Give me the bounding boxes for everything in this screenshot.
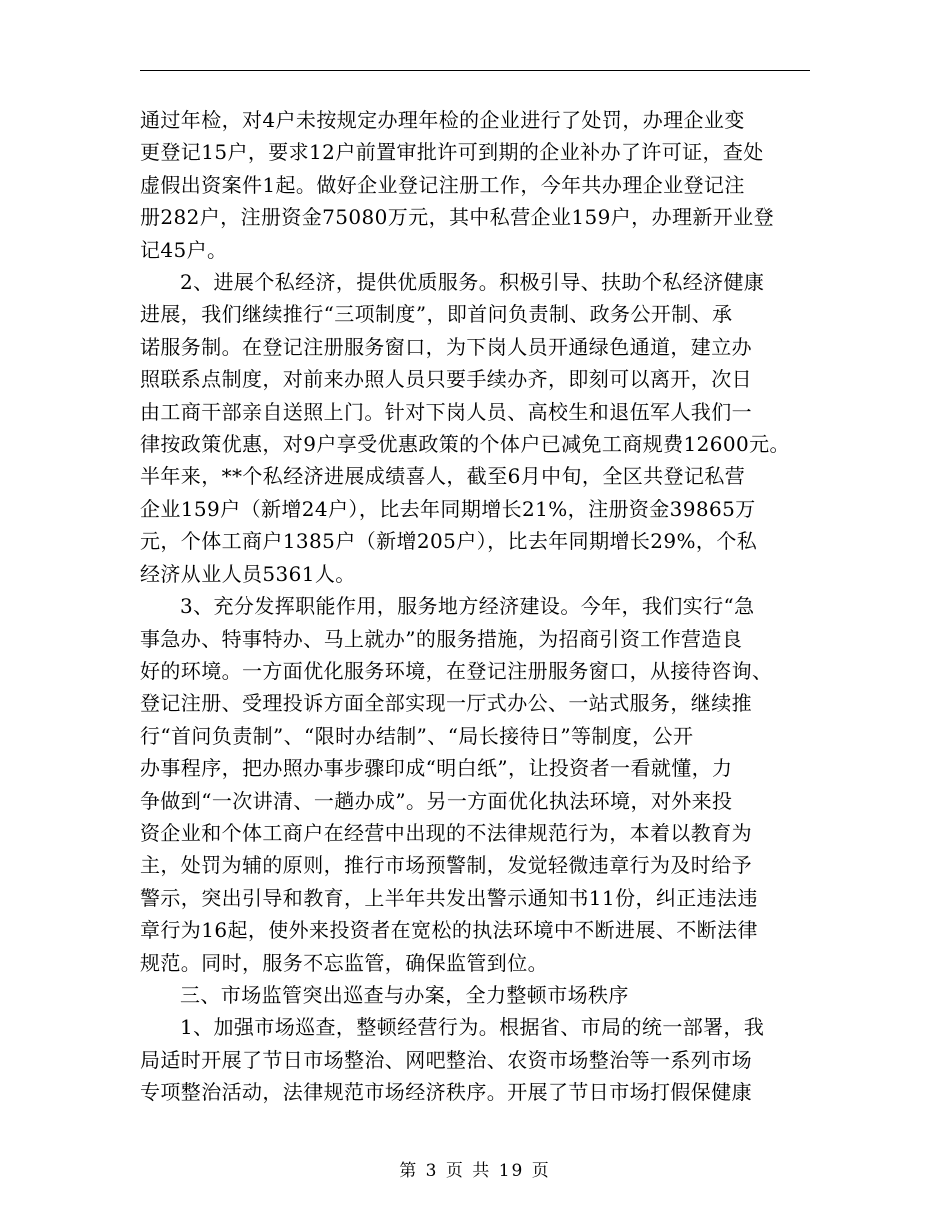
line: 专项整治活动，法律规范市场经济秩序。开展了节日市场打假保健康 bbox=[140, 1080, 752, 1105]
paragraph-1 bbox=[140, 104, 830, 266]
paragraph-4 bbox=[140, 1011, 830, 1108]
line: 进展，我们继续推行“三项制度”，即首问负责制、政务公开制、承 bbox=[140, 302, 733, 327]
line: 更登记15户，要求12户前置审批许可到期的企业补办了许可证，查处 bbox=[140, 140, 764, 165]
line: 照联系点制度，对前来办照人员只要手续办齐，即刻可以离开，次日 bbox=[140, 367, 752, 392]
line: 由工商干部亲自送照上门。针对下岗人员、高校生和退伍军人我们一 bbox=[140, 399, 752, 424]
section-heading bbox=[140, 979, 830, 1011]
line: 行“首问负责制”、“限时办结制”、“局长接待日”等制度，公开 bbox=[140, 723, 694, 748]
line: 虚假出资案件1起。做好企业登记注册工作，今年共办理企业登记注 bbox=[140, 172, 745, 197]
line: 3、充分发挥职能作用，服务地方经济建设。今年，我们实行“急 bbox=[180, 594, 755, 619]
line: 通过年检，对4户未按规定办理年检的企业进行了处罚，办理企业变 bbox=[140, 108, 745, 132]
line: 诺服务制。在登记注册服务窗口，为下岗人员开通绿色通道，建立办 bbox=[140, 334, 752, 359]
line: 登记注册、受理投诉方面全部实现一厅式办公、一站式服务，继续推 bbox=[140, 691, 752, 716]
body-text bbox=[140, 104, 830, 1109]
line: 元，个体工商户1385户（新增205户），比去年同期增长29%，个私 bbox=[140, 529, 758, 554]
paragraph-2 bbox=[140, 266, 830, 590]
line: 经济从业人员5361人。 bbox=[140, 561, 356, 586]
line: 三、市场监管突出巡查与办案，全力整顿市场秩序 bbox=[180, 982, 629, 1007]
line: 办事程序，把办照办事步骤印成“明白纸”，让投资者一看就懂，力 bbox=[140, 756, 733, 781]
line: 2、进展个私经济，提供优质服务。积极引导、扶助个私经济健康 bbox=[180, 270, 765, 295]
header-rule bbox=[140, 70, 810, 71]
line: 企业159户（新增24户），比去年同期增长21%，注册资金39865万 bbox=[140, 496, 756, 521]
line: 事急办、特事特办、马上就办”的服务措施，为招商引资工作营造良 bbox=[140, 626, 743, 651]
line: 警示，突出引导和教育，上半年共发出警示通知书11份，纠正违法违 bbox=[140, 885, 758, 910]
line: 争做到“一次讲清、一趟办成”。另一方面优化执法环境，对外来投 bbox=[140, 788, 733, 813]
line: 半年来，**个私经济进展成绩喜人，截至6月中旬，全区共登记私营 bbox=[140, 464, 746, 489]
line: 章行为16起，使外来投资者在宽松的执法环境中不断进展、不断法律 bbox=[140, 918, 758, 943]
line: 资企业和个体工商户在经营中出现的不法律规范行为，本着以教育为 bbox=[140, 820, 752, 845]
line: 规范。同时，服务不忘监管，确保监管到位。 bbox=[140, 950, 548, 975]
line: 记45户。 bbox=[140, 237, 228, 262]
line: 律按政策优惠，对9户享受优惠政策的个体户已减免工商规费12600元。 bbox=[140, 432, 790, 457]
line: 主，处罚为辅的原则，推行市场预警制，发觉轻微违章行为及时给予 bbox=[140, 853, 752, 878]
line: 1、加强市场巡查，整顿经营行为。根据省、市局的统一部署，我 bbox=[180, 1015, 765, 1040]
page-number: 第 3 页 共 19 页 bbox=[399, 1161, 551, 1181]
line: 局适时开展了节日市场整治、网吧整治、农资市场整治等一系列市场 bbox=[140, 1047, 752, 1072]
paragraph-3 bbox=[140, 590, 830, 979]
line: 好的环境。一方面优化服务环境，在登记注册服务窗口，从接待咨询、 bbox=[140, 658, 773, 683]
line: 册282户，注册资金75080万元，其中私营企业159户，办理新开业登 bbox=[140, 205, 774, 230]
